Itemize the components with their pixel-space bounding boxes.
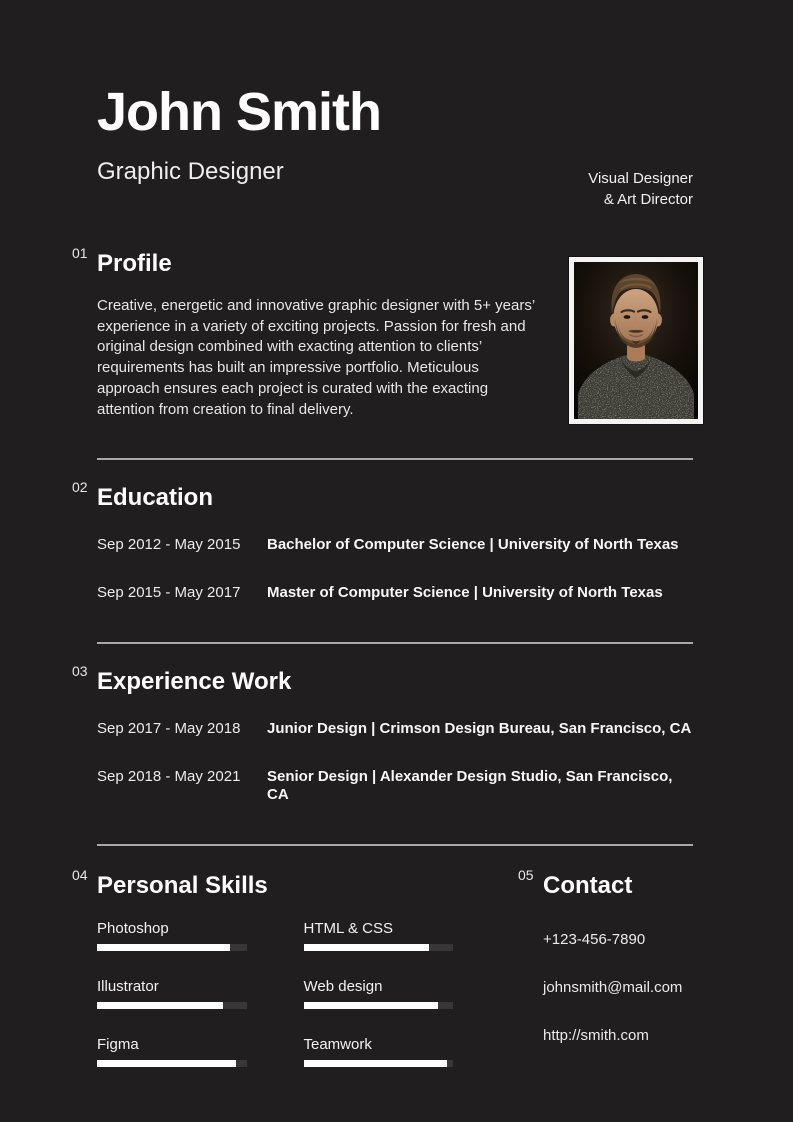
section-education	[72, 479, 693, 602]
skill-item	[97, 920, 247, 951]
skill-bar	[97, 1002, 247, 1009]
skills-column-right	[304, 920, 454, 1067]
skill-label: Web design	[303, 978, 383, 996]
skill-bar	[304, 1060, 454, 1067]
skill-label: Figma	[97, 1036, 139, 1054]
side-title-line2: & Art Director	[603, 191, 693, 208]
section-profile	[72, 245, 693, 420]
skill-item	[304, 978, 454, 1009]
contact-email: johnsmith@mail.com	[543, 979, 683, 997]
skill-bar-fill	[304, 1060, 448, 1067]
skill-bar	[97, 1060, 247, 1067]
section-title: Contact	[543, 872, 633, 900]
section-number: 03	[72, 663, 88, 680]
experience-dates: Sep 2018 - May 2021	[97, 768, 241, 786]
section-skills	[72, 867, 453, 1067]
skill-item	[97, 978, 247, 1009]
experience-dates: Sep 2017 - May 2018	[97, 720, 241, 738]
section-number: 02	[72, 479, 88, 496]
section-number: 05	[518, 867, 534, 884]
skill-item	[304, 1036, 454, 1067]
education-row	[97, 584, 693, 602]
education-dates: Sep 2012 - May 2015	[97, 536, 241, 554]
experience-heading	[72, 663, 693, 696]
education-description: Master of Computer Science | University of North Texas	[267, 584, 663, 602]
education-description: Bachelor of Computer Science | University of North Texas	[267, 536, 679, 554]
contact-heading	[518, 867, 693, 900]
section-title: Education	[97, 484, 214, 512]
skills-heading	[72, 867, 453, 900]
education-heading	[72, 479, 693, 512]
experience-description: Senior Design | Alexander Design Studio, San Francisco, CA	[267, 768, 673, 804]
experience-row	[97, 768, 693, 804]
skill-bar-fill	[97, 944, 230, 951]
skill-bar	[304, 944, 454, 951]
experience-row	[97, 720, 693, 738]
skill-bar-fill	[97, 1060, 236, 1067]
skill-bar-fill	[304, 944, 430, 951]
skills-columns	[97, 920, 453, 1067]
skill-label: HTML & CSS	[303, 920, 393, 938]
skill-bar-fill	[97, 1002, 223, 1009]
contact-website: http://smith.com	[543, 1027, 649, 1045]
section-number: 04	[72, 867, 88, 884]
section-experience	[72, 663, 693, 804]
section-number: 01	[72, 245, 88, 261]
skill-bar	[304, 1002, 454, 1009]
section-title: Experience Work	[97, 668, 292, 696]
section-divider	[97, 458, 693, 460]
skill-bar	[97, 944, 247, 951]
skill-item	[304, 920, 454, 951]
section-divider	[97, 642, 693, 644]
person-job-title: Graphic Designer	[97, 158, 284, 185]
section-title: Personal Skills	[97, 872, 268, 900]
side-title-line1: Visual Designer	[588, 170, 693, 187]
portrait-illustration	[574, 262, 698, 419]
skill-item	[97, 1036, 247, 1067]
skill-bar-fill	[304, 1002, 439, 1009]
profile-summary: Creative, energetic and innovative graphic designer with 5+ years’ experience in a variety of exciting projects. Passion for fresh and original design combined with exacting attention to clients’ requirements has built an impressive portfolio. Meticulous approach ensures each project is curated with the exacting attention from creation to final delivery.	[97, 297, 535, 418]
experience-description: Junior Design | Crimson Design Bureau, San Francisco, CA	[267, 720, 692, 738]
contact-phone: +123-456-7890	[543, 931, 646, 949]
person-name: John Smith	[97, 82, 381, 142]
skill-label: Teamwork	[303, 1036, 372, 1054]
section-title: Profile	[97, 250, 172, 277]
section-divider	[97, 844, 693, 846]
education-row	[97, 536, 693, 554]
bottom-row	[72, 867, 693, 1067]
skill-label: Photoshop	[97, 920, 169, 938]
side-title	[588, 168, 693, 210]
education-dates: Sep 2015 - May 2017	[97, 584, 241, 602]
skill-label: Illustrator	[97, 978, 159, 996]
skills-column-left	[97, 920, 247, 1067]
profile-photo	[569, 257, 703, 424]
section-contact	[518, 867, 693, 1067]
